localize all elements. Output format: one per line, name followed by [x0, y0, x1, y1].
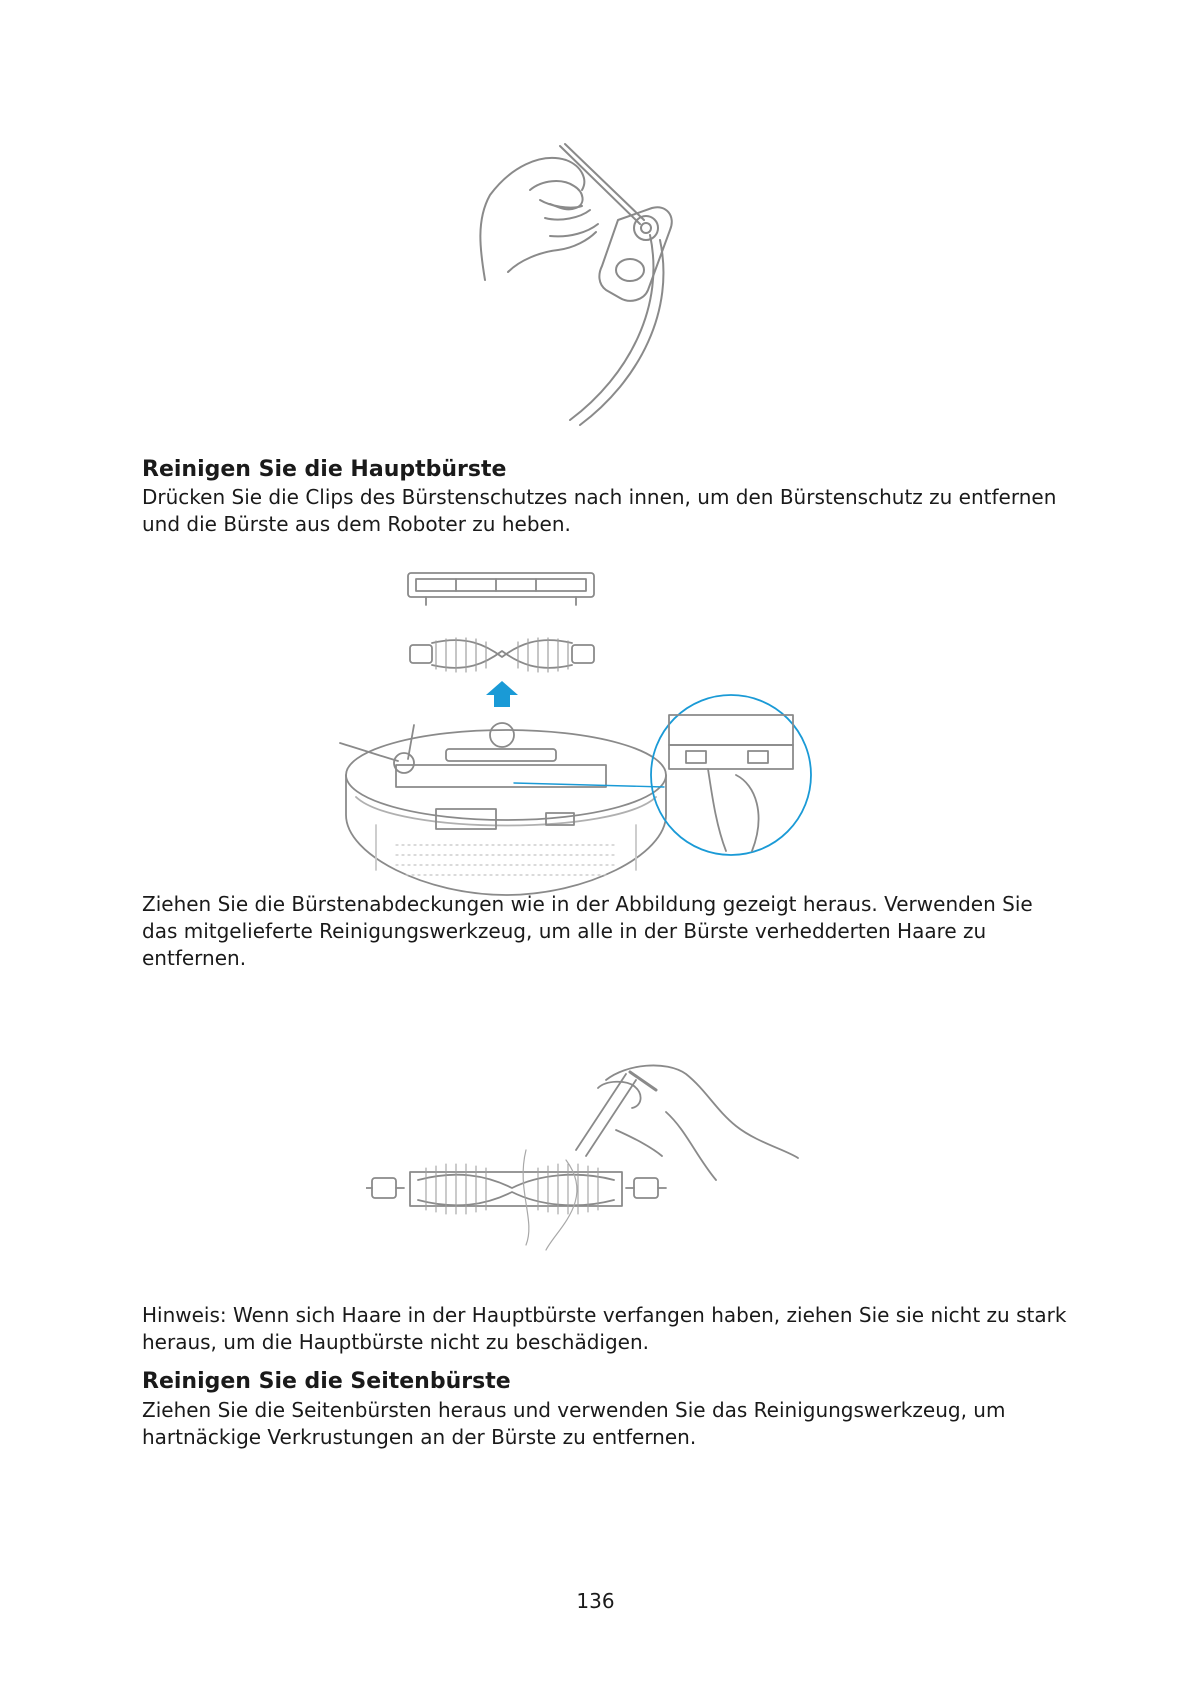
illustration-hair-removal [366, 1060, 826, 1260]
main-brush-heading: Reinigen Sie die Hauptbürste [142, 457, 507, 482]
illustration-brush-removal [336, 565, 866, 905]
side-brush-heading: Reinigen Sie die Seitenbürste [142, 1369, 511, 1394]
main-brush-instructions: Ziehen Sie die Bürstenabdeckungen wie in der Abbildung gezeigt heraus. Verwenden Sie das mitgelieferte Reinigungswerkzeug, um alle in der Bürste verhedderten Haare zu entfernen. [142, 892, 1033, 970]
page-number: 136 [576, 1589, 615, 1613]
main-brush-note: Hinweis: Wenn sich Haare in der Hauptbürste verfangen haben, ziehen Sie sie nicht zu stark heraus, um die Hauptbürste nicht zu beschädigen. [142, 1303, 1067, 1354]
side-brush-text: Ziehen Sie die Seitenbürsten heraus und verwenden Sie das Reinigungswerkzeug, um hartnäckige Verkrustungen an der Bürste zu entfernen. [142, 1398, 1006, 1449]
illustration-cleaning-tool [470, 140, 730, 430]
main-brush-intro: Drücken Sie die Clips des Bürstenschutzes nach innen, um den Bürstenschutz zu entfernen und die Bürste aus dem Roboter zu heben. [142, 485, 1057, 536]
